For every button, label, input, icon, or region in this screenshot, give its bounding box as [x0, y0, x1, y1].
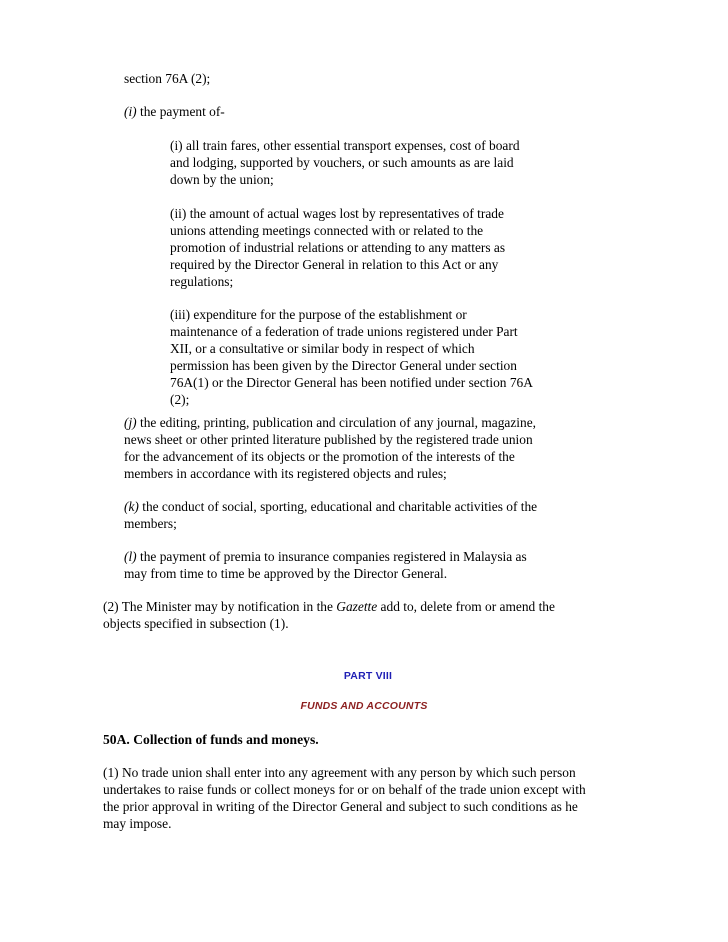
item-j-label: (j) — [124, 415, 137, 430]
sub-item-ii — [170, 205, 570, 290]
item-j-line: for the advancement of its objects or the promotion of the interests of the — [124, 449, 515, 464]
item-l-label: (l) — [124, 549, 137, 564]
item-l-line: may from time to time be approved by the Director General. — [124, 566, 448, 581]
item-j-line: members in accordance with its registered objects and rules; — [124, 466, 447, 481]
section-heading: 50A. Collection of funds and moneys. — [103, 732, 319, 747]
subsection-2 — [103, 598, 623, 632]
sub-item-line: permission has been given by the Director General under section — [170, 358, 517, 373]
continuation-line — [124, 70, 604, 87]
item-k-line: members; — [124, 516, 177, 531]
sub-item-iii — [170, 306, 570, 408]
sub-item-line: XII, or a consultative or similar body in respect of which — [170, 341, 475, 356]
sub-item-line: (2); — [170, 392, 190, 407]
subsection-2-line-2: objects specified in subsection (1). — [103, 616, 289, 631]
subsection-2-line-1 — [103, 598, 623, 615]
item-l — [124, 548, 604, 582]
subsection-2-after: add to, delete from or amend the — [377, 599, 555, 614]
item-i-text: the payment of- — [136, 104, 225, 119]
item-i — [124, 103, 604, 120]
sub-item-line: regulations; — [170, 274, 234, 289]
sub-item-line: down by the union; — [170, 172, 274, 187]
section-body-line: the prior approval in writing of the Director General and subject to such conditions as he — [103, 799, 578, 814]
part-title: FUNDS AND ACCOUNTS — [300, 700, 428, 712]
item-k — [124, 498, 604, 532]
item-l-text: the payment of premia to insurance companies registered in Malaysia as — [136, 549, 527, 564]
sub-item-line: 76A(1) or the Director General has been notified under section 76A — [170, 375, 533, 390]
section-body-line: (1) No trade union shall enter into any agreement with any person by which such person — [103, 765, 576, 780]
item-j-text: the editing, printing, publication and circulation of any journal, magazine, — [136, 415, 537, 430]
section-body-line: may impose. — [103, 816, 172, 831]
sub-item-line: maintenance of a federation of trade unions registered under Part — [170, 324, 518, 339]
gazette-term: Gazette — [336, 599, 378, 614]
item-j-line: news sheet or other printed literature published by the registered trade union — [124, 432, 533, 447]
item-l-first-line — [124, 548, 604, 565]
item-k-text: the conduct of social, sporting, educational and charitable activities of the — [138, 499, 538, 514]
sub-item-i — [170, 137, 570, 188]
sub-item-line: (ii) the amount of actual wages lost by representatives of trade — [170, 206, 504, 221]
sub-item-line: and lodging, supported by vouchers, or such amounts as are laid — [170, 155, 514, 170]
section-body-line: undertakes to raise funds or collect moneys for or on behalf of the trade union except with — [103, 782, 586, 797]
sub-item-line: (i) all train fares, other essential transport expenses, cost of board — [170, 138, 520, 153]
item-i-line — [124, 103, 604, 120]
item-k-first-line — [124, 498, 604, 515]
item-k-label: (k) — [124, 499, 139, 514]
sub-item-line: unions attending meetings connected with or related to the — [170, 223, 484, 238]
sub-item-line: (iii) expenditure for the purpose of the establishment or — [170, 307, 467, 322]
item-i-label: (i) — [124, 104, 137, 119]
sub-item-line: promotion of industrial relations or attending to any matters as — [170, 240, 506, 255]
subsection-2-before: (2) The Minister may by notification in the — [103, 599, 337, 614]
item-j — [124, 414, 604, 482]
item-j-first-line — [124, 414, 604, 431]
section-50A-subsection-1 — [103, 764, 623, 832]
continuation-text: section 76A (2); — [124, 71, 211, 86]
part-number: PART VIII — [343, 670, 393, 682]
sub-item-line: required by the Director General in relation to this Act or any — [170, 257, 499, 272]
